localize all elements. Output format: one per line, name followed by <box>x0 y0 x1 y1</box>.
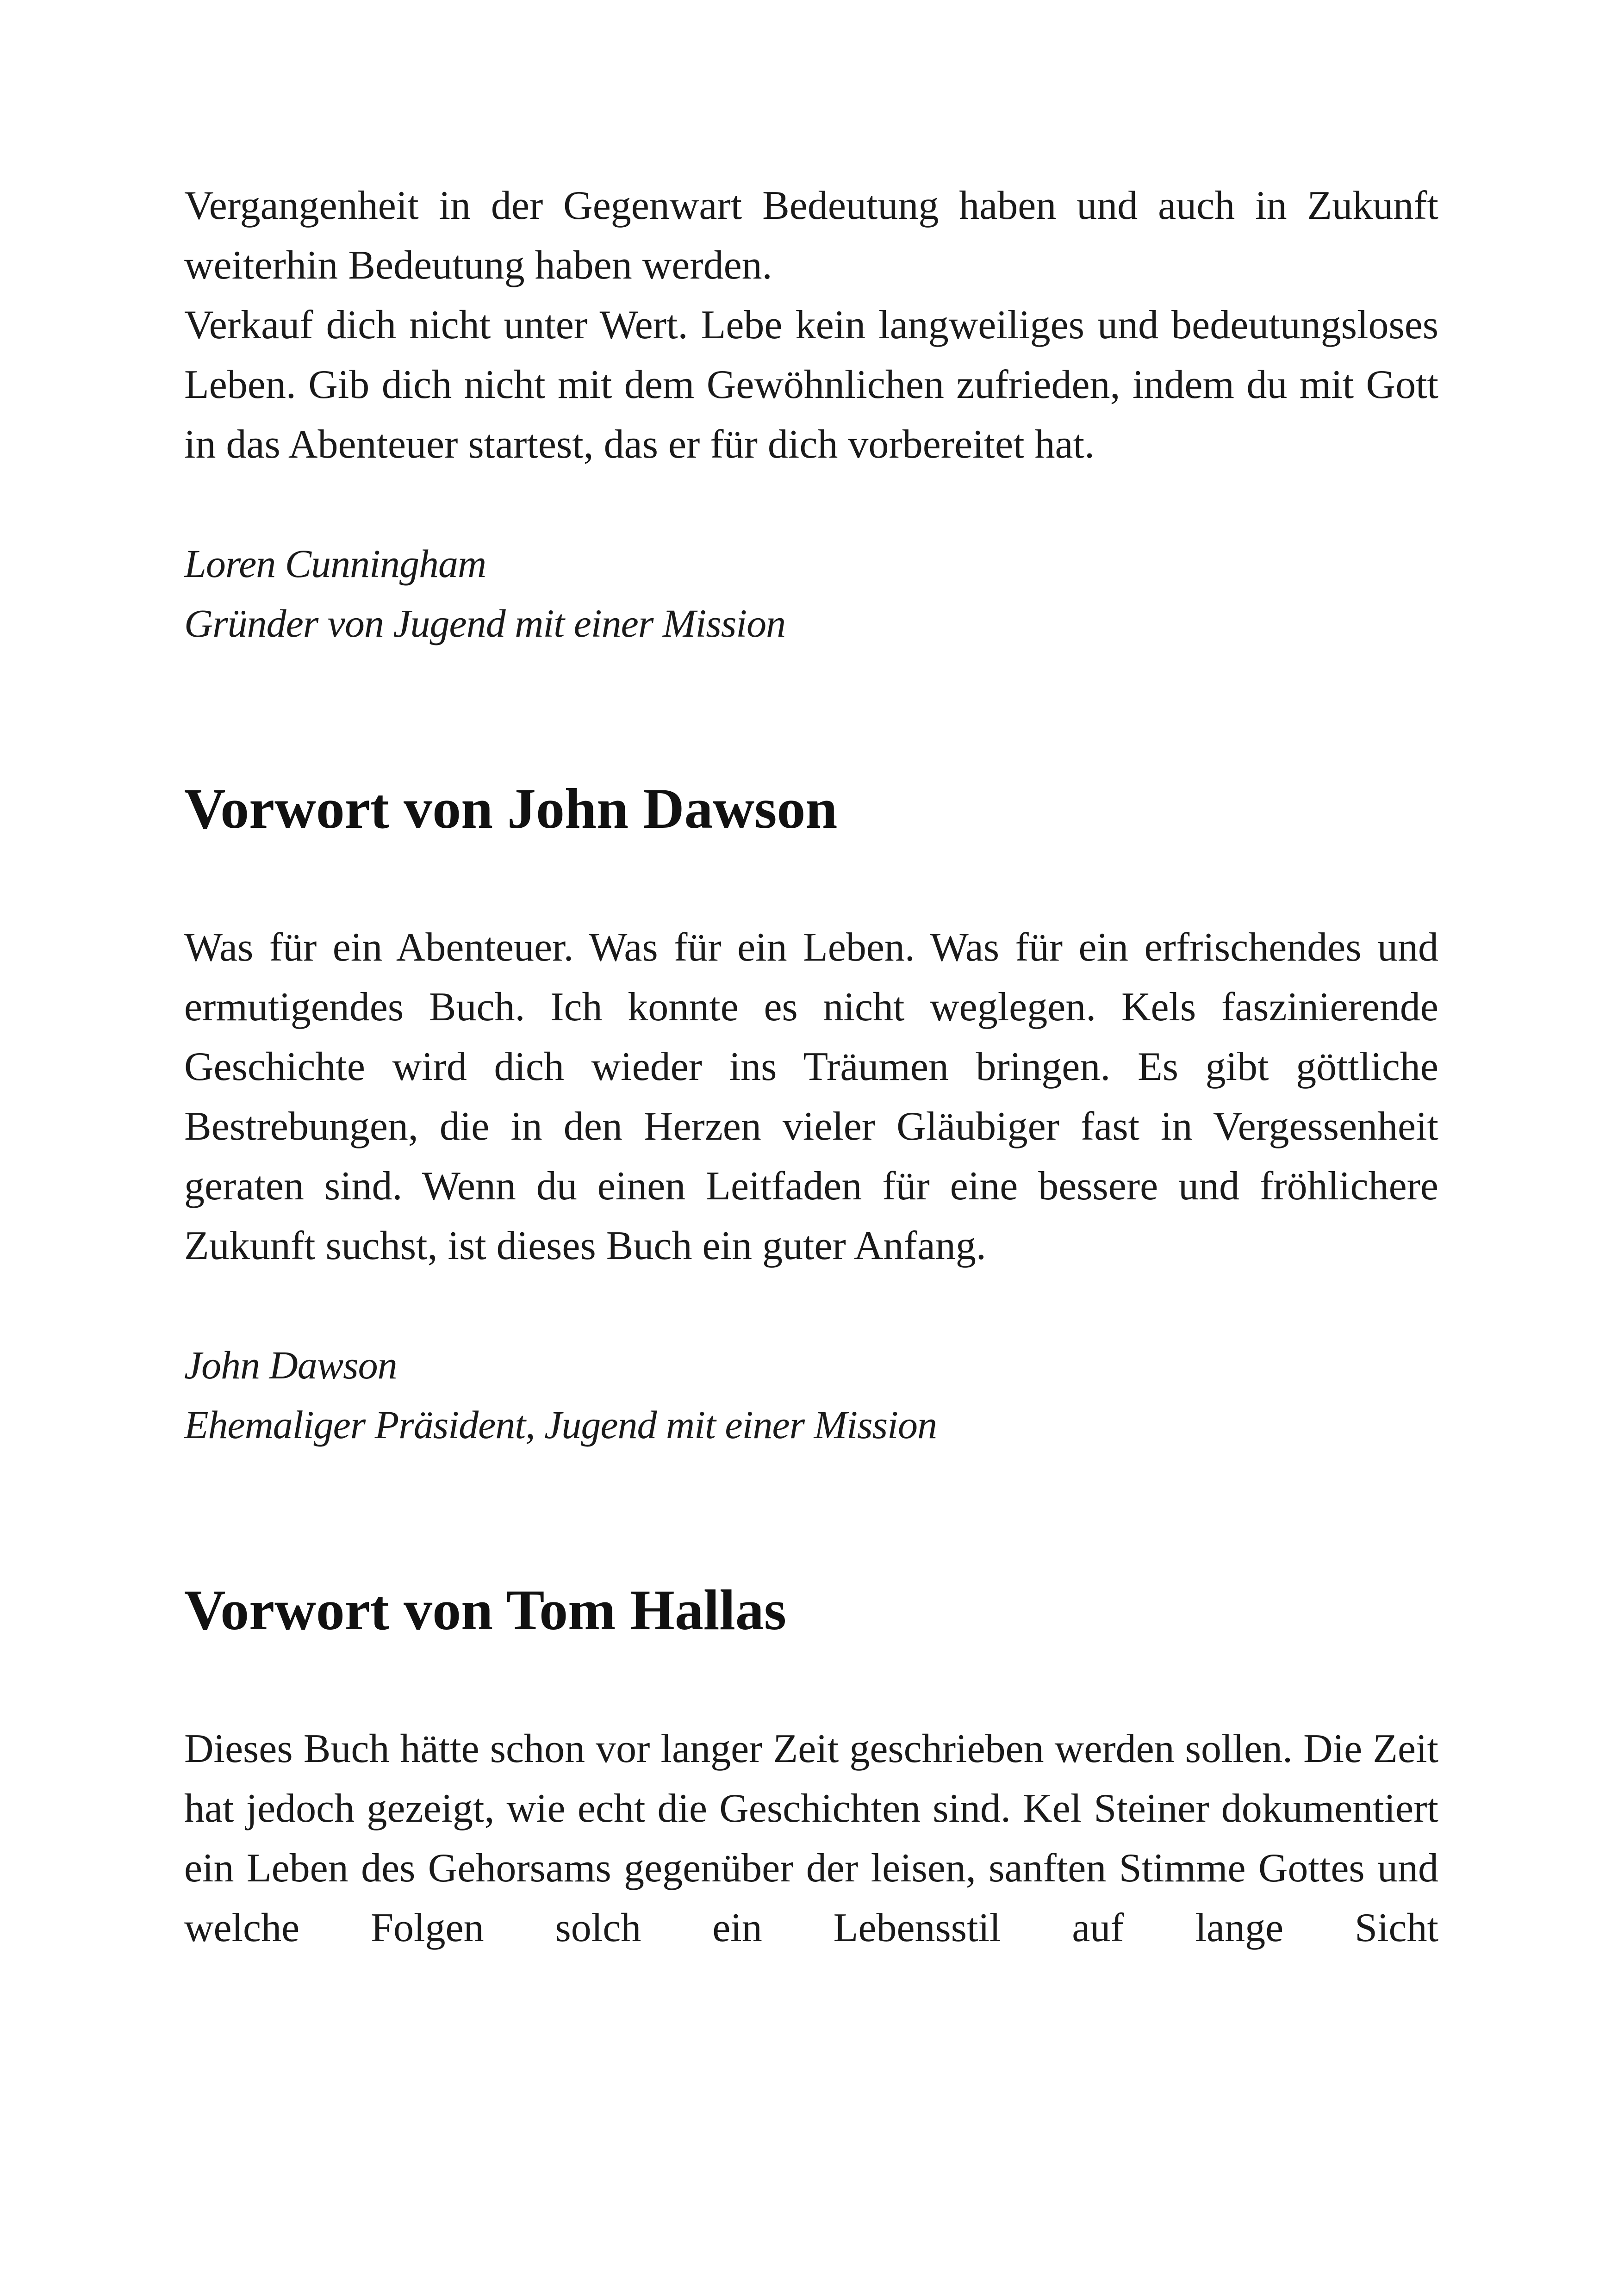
hallas-paragraph: Dieses Buch hätte schon vor langer Zeit geschrieben werden sollen. Die Zeit hat jedoch gezeigt, wie echt die Geschichten sind. Kel Steiner dokumentiert ein Leben des Gehorsams gegenüber der leisen, sanften Stimme Gottes und welche Folgen solch ein Lebensstil auf lange Sicht <box>184 1726 1438 1950</box>
spacer <box>184 474 1438 534</box>
section-gap <box>184 1455 1438 1573</box>
signature-role-dawson: Ehemaliger Präsident, Jugend mit einer Mission <box>184 1402 937 1447</box>
heading-dawson: Vorwort von John Dawson <box>184 777 838 840</box>
document-page <box>184 176 1438 1958</box>
dawson-paragraph: Was für ein Abenteuer. Was für ein Leben. Was für ein erfrischendes und ermutigendes Buch. Ich konnte es nicht weglegen. Kels faszinierende Geschichte wird dich wieder ins Träumen bringen. Es gibt göttliche Bestrebungen, die in den Herzen vieler Gläubiger fast in Vergessenheit geraten sind. Wenn du einen Leitfaden für eine bessere und fröhlichere Zukunft suchst, ist dieses Buch ein guter Anfang. <box>184 925 1438 1268</box>
signature-name-cunningham: Loren Cunningham <box>184 541 486 586</box>
intro-paragraph-2: Verkauf dich nicht unter Wert. Lebe kein langweiliges und bedeutungsloses Leben. Gib dich nicht mit dem Gewöhnlichen zufrieden, indem du mit Gott in das Abenteuer startest, das er für dich vorbereitet hat. <box>184 303 1438 467</box>
section-gap <box>184 653 1438 772</box>
intro-paragraph-1: Vergangenheit in der Gegenwart Bedeutung haben und auch in Zukunft weiterhin Bedeutung haben werden. <box>184 183 1438 288</box>
heading-gap <box>184 1647 1438 1719</box>
spacer <box>184 1276 1438 1335</box>
heading-gap <box>184 846 1438 918</box>
signature-role-cunningham: Gründer von Jugend mit einer Mission <box>184 601 786 645</box>
heading-hallas: Vorwort von Tom Hallas <box>184 1578 787 1642</box>
signature-name-dawson: John Dawson <box>184 1343 397 1387</box>
